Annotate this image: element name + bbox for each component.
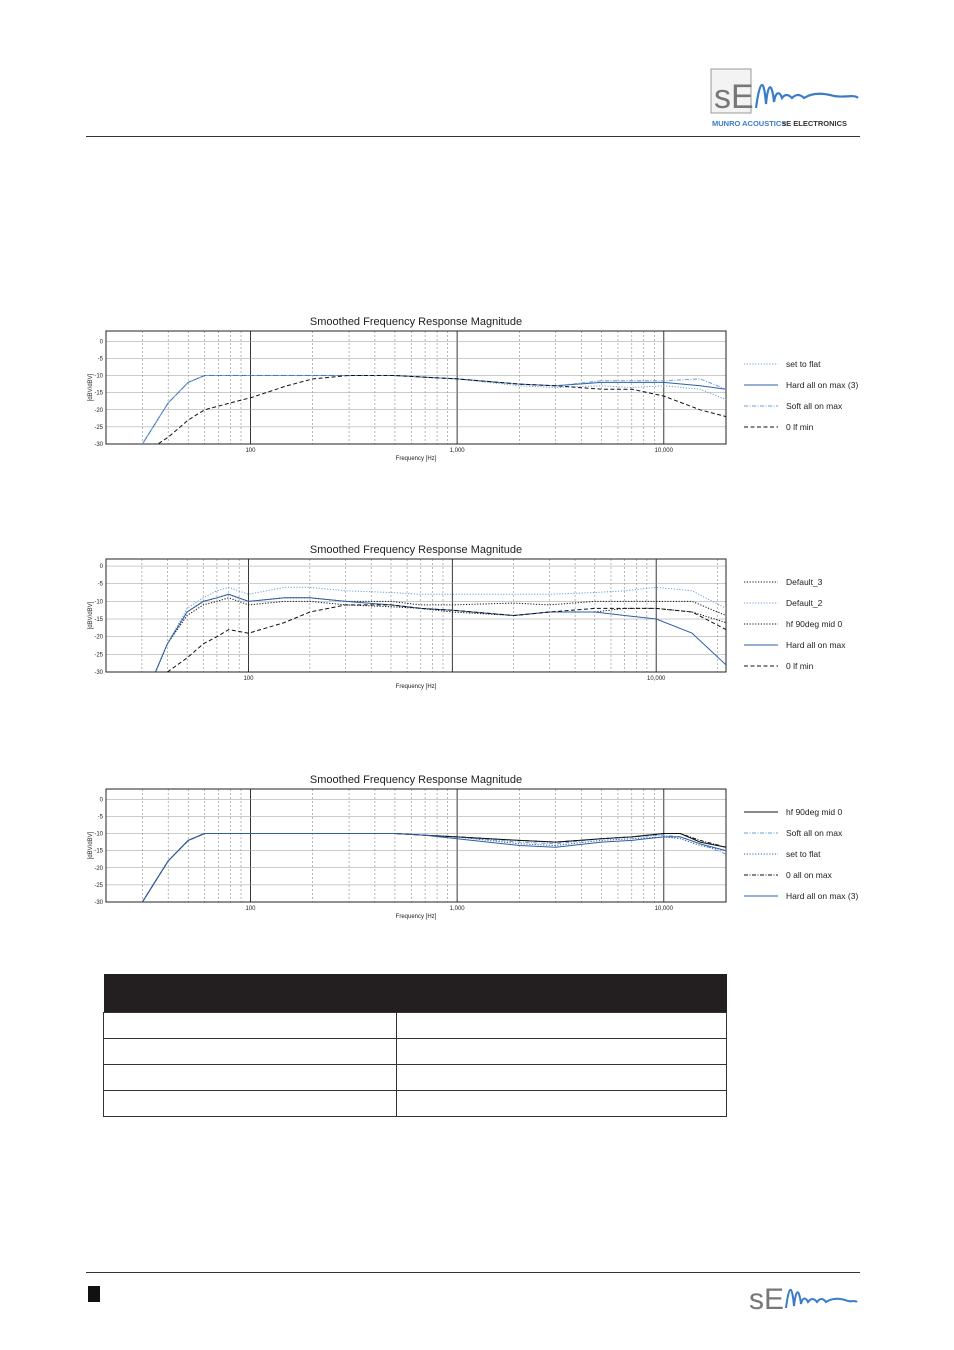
legend-label: set to flat xyxy=(786,359,821,369)
y-tick-label: -25 xyxy=(94,882,103,889)
y-tick-label: -10 xyxy=(94,831,103,838)
logo-caption-2: sE ELECTRONICS xyxy=(782,119,848,128)
x-tick-label: 100 xyxy=(243,676,254,682)
x-tick-label: 10,000 xyxy=(654,906,673,912)
x-axis-label: Frequency [Hz] xyxy=(395,684,437,690)
x-tick-label: 100 xyxy=(245,906,256,912)
table-cell xyxy=(397,1091,727,1117)
legend-label: Default_3 xyxy=(786,577,823,587)
chart-title: Smoothed Frequency Response Magnitude xyxy=(309,544,523,556)
y-tick-label: -10 xyxy=(94,373,103,380)
legend-label: Hard all on max (3) xyxy=(786,891,859,901)
y-tick-label: -30 xyxy=(94,900,103,906)
header-rule xyxy=(86,136,860,137)
frequency-response-chart-2 xyxy=(84,540,874,700)
svg-text:Munro: Munro xyxy=(758,106,761,107)
y-tick-label: -15 xyxy=(94,848,103,855)
y-tick-label: -5 xyxy=(97,356,103,363)
series-line xyxy=(156,594,727,672)
y-axis-label: [dBV/dBV] xyxy=(88,601,94,630)
logo-caption-1: MUNRO ACOUSTICS xyxy=(712,119,787,128)
x-axis-label: Frequency [Hz] xyxy=(395,914,437,920)
y-tick-label: -25 xyxy=(94,424,103,431)
x-axis-label: Frequency [Hz] xyxy=(395,456,437,462)
y-tick-label: 0 xyxy=(99,339,103,346)
table-cell xyxy=(397,1065,727,1091)
x-tick-label: 1,000 xyxy=(449,906,465,912)
spec-table-header xyxy=(104,974,727,1013)
footer-logo xyxy=(748,1276,858,1314)
y-tick-label: -10 xyxy=(94,599,103,606)
table-row xyxy=(104,1013,727,1039)
y-tick-label: -15 xyxy=(94,617,103,624)
brand-logo xyxy=(710,68,860,132)
series-line xyxy=(156,598,727,672)
y-tick-label: 0 xyxy=(99,797,103,804)
y-axis-label: [dBV/dBV] xyxy=(88,831,94,860)
y-tick-label: -5 xyxy=(97,814,103,821)
legend-label: Soft all on max xyxy=(786,401,843,411)
logo-mark: sE xyxy=(714,78,754,116)
series-line xyxy=(156,587,727,672)
y-axis-label: [dBV/dBV] xyxy=(88,373,94,402)
page-marker xyxy=(88,1286,100,1302)
legend-label: Soft all on max xyxy=(786,828,843,838)
chart-title: Smoothed Frequency Response Magnitude xyxy=(309,774,523,786)
series-line xyxy=(156,594,727,672)
x-tick-label: 10,000 xyxy=(654,448,673,454)
legend-label: 0 lf min xyxy=(786,661,814,671)
legend-label: 0 all on max xyxy=(786,870,832,880)
spec-table xyxy=(103,974,727,1117)
y-tick-label: 0 xyxy=(99,564,103,571)
table-cell xyxy=(104,1065,397,1091)
legend-label: hf 90deg mid 0 xyxy=(786,807,843,817)
spec-header-cell xyxy=(104,974,397,1013)
table-row xyxy=(104,1091,727,1117)
x-tick-label: 10,000 xyxy=(647,676,666,682)
footer-logo-signature xyxy=(786,1290,857,1308)
table-cell xyxy=(104,1013,397,1039)
table-cell xyxy=(104,1091,397,1117)
footer-rule xyxy=(86,1272,860,1273)
table-cell xyxy=(397,1039,727,1065)
chart-svg xyxy=(84,312,874,472)
legend-label: Hard all on max (3) xyxy=(786,380,859,390)
footer-logo-mark: sE xyxy=(749,1283,785,1314)
y-tick-label: -30 xyxy=(94,442,103,448)
y-tick-label: -20 xyxy=(94,407,103,414)
frequency-response-chart-1 xyxy=(84,312,874,472)
y-tick-label: -25 xyxy=(94,652,103,659)
table-row xyxy=(104,1065,727,1091)
svg-text:Munro: Munro xyxy=(788,1306,791,1307)
legend-label: 0 lf min xyxy=(786,422,814,432)
legend-label: set to flat xyxy=(786,849,821,859)
table-cell xyxy=(397,1013,727,1039)
legend-label: Hard all on max xyxy=(786,640,846,650)
plot-frame xyxy=(106,559,726,672)
y-tick-label: -5 xyxy=(97,581,103,588)
x-tick-label: 100 xyxy=(245,448,256,454)
y-tick-label: -20 xyxy=(94,634,103,641)
table-row xyxy=(104,1039,727,1065)
chart-svg xyxy=(84,540,874,700)
y-tick-label: -30 xyxy=(94,670,103,676)
table-cell xyxy=(104,1039,397,1065)
chart-title: Smoothed Frequency Response Magnitude xyxy=(309,316,523,328)
legend-label: Default_2 xyxy=(786,598,823,608)
y-tick-label: -15 xyxy=(94,390,103,397)
y-tick-label: -20 xyxy=(94,865,103,872)
x-tick-label: 1,000 xyxy=(449,448,465,454)
logo-signature xyxy=(756,85,858,108)
chart-svg xyxy=(84,770,874,930)
legend-label: hf 90deg mid 0 xyxy=(786,619,843,629)
spec-header-cell xyxy=(397,974,727,1013)
frequency-response-chart-3 xyxy=(84,770,874,930)
series-line xyxy=(167,605,726,672)
